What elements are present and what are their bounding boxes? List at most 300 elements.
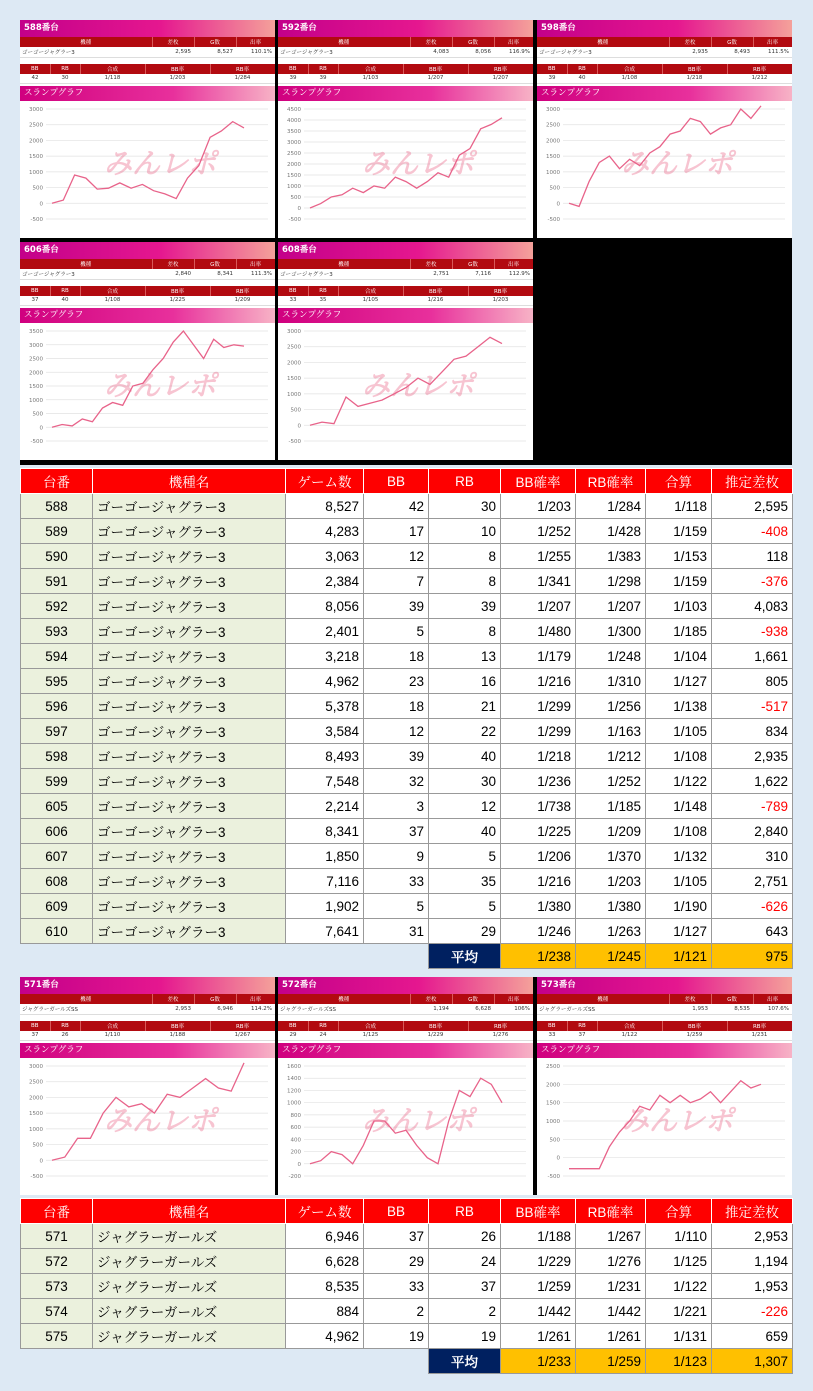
y-tick-label: 2000 [546, 1082, 560, 1089]
panel-summary-table [20, 37, 275, 58]
panel-header-cell: RB率 [468, 1021, 533, 1031]
panel-header-cell: 出率 [753, 994, 792, 1004]
panel-header-cell: BB [537, 1021, 567, 1031]
panel-header-cell: RB [308, 1021, 338, 1031]
table-cell: 33 [364, 869, 429, 894]
table-row [21, 1299, 793, 1324]
panel-header-row [278, 1021, 533, 1031]
average-spacer [21, 944, 93, 969]
table-row [21, 544, 793, 569]
panel-header-cell: 機種 [20, 994, 152, 1004]
y-tick-label: 1000 [29, 397, 43, 404]
panel-header-cell: 機種 [278, 994, 410, 1004]
panel-header-row [20, 37, 275, 47]
table-cell: 310 [712, 844, 793, 869]
table-cell: 1/261 [576, 1324, 646, 1349]
panel-value-cell: 1/209 [210, 296, 275, 306]
table-cell: 1/153 [646, 544, 712, 569]
panel-header-cell: 合成 [80, 64, 145, 74]
panel-header-cell: BB [537, 64, 567, 74]
table-cell: 2,214 [286, 794, 364, 819]
table-cell: 1/131 [646, 1324, 712, 1349]
machine-name: ゴーゴージャグラー3 [93, 694, 286, 719]
machine-name: ジャグラーガールズ [93, 1249, 286, 1274]
panel-header-cell: G数 [452, 994, 494, 1004]
table-cell: 1/380 [501, 894, 576, 919]
panel-header-cell: 出率 [494, 37, 533, 47]
graph-title: スランプグラフ [20, 308, 275, 323]
panel-header-cell: RB率 [727, 64, 792, 74]
machine-name: ジャグラーガールズ [93, 1224, 286, 1249]
panel-header-cell: 出率 [236, 259, 275, 269]
machine-panel [278, 977, 533, 1195]
data-table-2 [20, 1198, 793, 1374]
machine-number: 590 [21, 544, 93, 569]
y-tick-label: 1000 [546, 169, 560, 176]
y-tick-label: 800 [290, 1112, 301, 1119]
panel-title: 573番台 [537, 977, 792, 994]
panel-header-cell: RB [567, 64, 597, 74]
table-cell: 2,953 [712, 1224, 793, 1249]
panel-summary-table [278, 37, 533, 58]
panel-value-cell: 1/216 [403, 296, 468, 306]
table-cell: 3,584 [286, 719, 364, 744]
y-tick-label: -500 [288, 217, 301, 223]
table-cell: 12 [429, 794, 501, 819]
panel-title: 608番台 [278, 242, 533, 259]
panel-value-cell: 33 [537, 1031, 567, 1041]
table-row [21, 844, 793, 869]
table-cell: 31 [364, 919, 429, 944]
table-cell: 5 [429, 894, 501, 919]
machine-number: 597 [21, 719, 93, 744]
panel-header-cell: 機種 [537, 37, 669, 47]
panel-bonus-table [278, 286, 533, 307]
machine-name: ジャグラーガールズ [93, 1299, 286, 1324]
panel-value-cell: 2,751 [410, 269, 452, 279]
y-tick-label: 500 [32, 1142, 43, 1149]
y-tick-label: 3000 [29, 1064, 43, 1070]
table-header-cell: RB [429, 469, 501, 494]
average-value: 975 [712, 944, 793, 969]
machine-name: ゴーゴージャグラー3 [93, 769, 286, 794]
table-cell: 19 [364, 1324, 429, 1349]
machine-number: 573 [21, 1274, 93, 1299]
y-tick-label: 2500 [29, 1079, 43, 1086]
table-row [21, 744, 793, 769]
panel-value-cell: ジャグラーガールズSS [537, 1004, 669, 1014]
y-tick-label: 200 [290, 1149, 301, 1156]
y-tick-label: -500 [30, 1174, 43, 1180]
table-header-cell: ゲーム数 [286, 1199, 364, 1224]
machine-number: 598 [21, 744, 93, 769]
slump-graph [278, 323, 533, 448]
y-tick-label: 3000 [29, 342, 43, 349]
table-cell: 1,953 [712, 1274, 793, 1299]
panel-grid-2 [20, 977, 792, 1195]
average-label: 平均 [429, 944, 501, 969]
watermark-logo: みんレポ [103, 1104, 217, 1137]
graph-title: スランプグラフ [20, 86, 275, 101]
panel-header-cell: 出率 [236, 37, 275, 47]
table-cell: 1/246 [501, 919, 576, 944]
machine-name: ゴーゴージャグラー3 [93, 544, 286, 569]
machine-name: ゴーゴージャグラー3 [93, 819, 286, 844]
machine-number: 610 [21, 919, 93, 944]
table-cell: 8,535 [286, 1274, 364, 1299]
panel-value-cell: 1/207 [468, 74, 533, 84]
panel-bonus-table [20, 286, 275, 307]
table-cell: 4,283 [286, 519, 364, 544]
table-row [21, 769, 793, 794]
table-cell: 1/259 [501, 1274, 576, 1299]
panel-value-cell: 8,056 [452, 47, 494, 57]
machine-panel [20, 242, 275, 460]
y-tick-label: 3000 [29, 107, 43, 113]
average-value: 1/245 [576, 944, 646, 969]
machine-panel [20, 977, 275, 1195]
machine-name: ゴーゴージャグラー3 [93, 869, 286, 894]
table-cell: 1/216 [501, 669, 576, 694]
table-cell: 1/218 [501, 744, 576, 769]
panel-header-cell: 差枚 [410, 994, 452, 1004]
table-cell: 1/248 [576, 644, 646, 669]
panel-value-cell: 2,840 [152, 269, 194, 279]
table-cell: 1/108 [646, 744, 712, 769]
y-tick-label: 500 [290, 195, 301, 201]
table-cell: 23 [364, 669, 429, 694]
panel-header-cell: 機種 [20, 259, 152, 269]
panel-value-cell: 37 [20, 296, 50, 306]
panel-value-row [278, 1004, 533, 1014]
panel-value-cell: ゴーゴージャグラー3 [278, 269, 410, 279]
table-cell: 1/738 [501, 794, 576, 819]
table-cell: -626 [712, 894, 793, 919]
table-cell: 10 [429, 519, 501, 544]
panel-summary-table [20, 994, 275, 1015]
panel-value-cell: 29 [278, 1031, 308, 1041]
average-label: 平均 [429, 1349, 501, 1374]
table-cell: -226 [712, 1299, 793, 1324]
table-cell: 2,401 [286, 619, 364, 644]
panel-header-cell: BB [20, 1021, 50, 1031]
machine-number: 607 [21, 844, 93, 869]
y-tick-label: 1500 [29, 154, 43, 161]
table-row [21, 569, 793, 594]
table-cell: 2,595 [712, 494, 793, 519]
table-cell: 1,194 [712, 1249, 793, 1274]
table-header-cell: 機種名 [93, 1199, 286, 1224]
table-cell: 3,218 [286, 644, 364, 669]
table-cell: 21 [429, 694, 501, 719]
table-row [21, 819, 793, 844]
panel-title: 572番台 [278, 977, 533, 994]
table-header-cell: 台番 [21, 469, 93, 494]
y-tick-label: 2500 [287, 344, 301, 351]
slump-graph [20, 323, 275, 448]
panel-value-cell: 114.2% [236, 1004, 275, 1014]
y-tick-label: 2500 [546, 1064, 560, 1070]
table-header-cell: 推定差枚 [712, 469, 793, 494]
average-value: 1/121 [646, 944, 712, 969]
y-tick-label: 1500 [29, 1111, 43, 1118]
y-tick-label: 1500 [546, 1100, 560, 1107]
panel-value-cell: 2,595 [152, 47, 194, 57]
panel-header-cell: 機種 [278, 259, 410, 269]
table-cell: 1/185 [646, 619, 712, 644]
table-cell: 8 [429, 544, 501, 569]
panel-value-row [20, 1031, 275, 1041]
panel-header-cell: G数 [452, 37, 494, 47]
y-tick-label: 0 [297, 206, 301, 212]
machine-number: 593 [21, 619, 93, 644]
y-tick-label: 3500 [29, 329, 43, 335]
y-tick-label: 500 [32, 185, 43, 192]
table-cell: 33 [364, 1274, 429, 1299]
panel-header-row [537, 994, 792, 1004]
table-row [21, 1324, 793, 1349]
y-tick-label: 0 [556, 1155, 560, 1162]
panel-value-cell: 112.9% [494, 269, 533, 279]
table-cell: 42 [364, 494, 429, 519]
y-tick-label: -500 [288, 439, 301, 445]
table-cell: 5 [364, 894, 429, 919]
average-spacer [286, 1349, 364, 1374]
y-tick-label: -500 [30, 439, 43, 445]
y-tick-label: 3000 [287, 140, 301, 146]
panel-header-row [20, 259, 275, 269]
panel-value-row [20, 47, 275, 57]
table-cell: 2,384 [286, 569, 364, 594]
panel-value-row [278, 47, 533, 57]
panel-value-cell: 42 [20, 74, 50, 84]
y-tick-label: 1000 [287, 391, 301, 398]
panel-value-cell: 35 [308, 296, 338, 306]
machine-name: ゴーゴージャグラー3 [93, 794, 286, 819]
panel-value-cell: 2,935 [669, 47, 711, 57]
panel-header-cell: 合成 [80, 1021, 145, 1031]
machine-panel [278, 20, 533, 238]
y-tick-label: 2000 [546, 138, 560, 145]
table-cell: 1/225 [501, 819, 576, 844]
table-cell: 12 [364, 719, 429, 744]
panel-value-cell: 1/125 [338, 1031, 403, 1041]
panel-title: 592番台 [278, 20, 533, 37]
table-cell: 8,056 [286, 594, 364, 619]
panel-header-cell: 差枚 [152, 37, 194, 47]
y-tick-label: 0 [39, 425, 43, 432]
table-header-cell: 台番 [21, 1199, 93, 1224]
table-cell: 1/310 [576, 669, 646, 694]
panel-value-cell: 1/110 [80, 1031, 145, 1041]
panel-header-row [537, 37, 792, 47]
table-cell: 1/163 [576, 719, 646, 744]
panel-header-cell: RB率 [468, 64, 533, 74]
panel-value-row [278, 1031, 533, 1041]
table-cell: 1/341 [501, 569, 576, 594]
table-cell: 1/267 [576, 1224, 646, 1249]
panel-value-cell: 1/103 [338, 74, 403, 84]
table-cell: 2 [429, 1299, 501, 1324]
graph-title: スランプグラフ [537, 1043, 792, 1058]
panel-header-cell: 差枚 [152, 994, 194, 1004]
panel-value-cell: 24 [308, 1031, 338, 1041]
table-cell: 1/103 [646, 594, 712, 619]
table-row [21, 719, 793, 744]
table-cell: 1/299 [501, 694, 576, 719]
y-tick-label: 0 [297, 423, 301, 430]
panel-header-cell: 機種 [537, 994, 669, 1004]
panel-value-row [20, 1004, 275, 1014]
y-tick-label: -500 [547, 1174, 560, 1180]
panel-header-cell: G数 [194, 994, 236, 1004]
table-cell: 4,083 [712, 594, 793, 619]
panel-bonus-table [278, 64, 533, 85]
table-cell: -938 [712, 619, 793, 644]
graph-title: スランプグラフ [278, 308, 533, 323]
panel-value-row [20, 269, 275, 279]
panel-value-cell: ゴーゴージャグラー3 [537, 47, 669, 57]
panel-header-cell: BB率 [145, 286, 210, 296]
report-root [20, 20, 792, 1374]
y-tick-label: 2000 [29, 1095, 43, 1102]
y-tick-label: 1000 [287, 1100, 301, 1107]
machine-number: 609 [21, 894, 93, 919]
machine-number: 605 [21, 794, 93, 819]
table-cell: 1/221 [646, 1299, 712, 1324]
table-cell: 1/190 [646, 894, 712, 919]
table-cell: 1/216 [501, 869, 576, 894]
average-value: 1/238 [501, 944, 576, 969]
panel-header-cell: BB率 [662, 64, 727, 74]
panel-header-cell: G数 [452, 259, 494, 269]
table-cell: 1/255 [501, 544, 576, 569]
table-cell: 1/104 [646, 644, 712, 669]
panel-bonus-table [278, 1021, 533, 1042]
panel-value-row [20, 74, 275, 84]
machine-name: ゴーゴージャグラー3 [93, 494, 286, 519]
table-cell: 1/229 [501, 1249, 576, 1274]
watermark-logo: みんレポ [620, 1104, 734, 1137]
panel-header-cell: 機種 [278, 37, 410, 47]
table-cell: 1/480 [501, 619, 576, 644]
panel-header-cell: RB [50, 286, 80, 296]
table-cell: 1/299 [501, 719, 576, 744]
table-cell: 16 [429, 669, 501, 694]
machine-number: 575 [21, 1324, 93, 1349]
average-row [21, 1349, 793, 1374]
panel-value-cell: 1/108 [597, 74, 662, 84]
table-header-cell: RB確率 [576, 1199, 646, 1224]
watermark-logo: みんレポ [620, 147, 734, 180]
machine-name: ゴーゴージャグラー3 [93, 919, 286, 944]
machine-number: 606 [21, 819, 93, 844]
machine-number: 596 [21, 694, 93, 719]
panel-header-cell: BB [278, 64, 308, 74]
panel-header-cell: 出率 [494, 994, 533, 1004]
slump-graph [537, 101, 792, 226]
average-spacer [93, 1349, 286, 1374]
machine-number: 608 [21, 869, 93, 894]
panel-header-cell: 差枚 [410, 259, 452, 269]
panel-value-cell: 111.5% [753, 47, 792, 57]
table-cell: 39 [429, 594, 501, 619]
table-cell: 805 [712, 669, 793, 694]
table-cell: 29 [364, 1249, 429, 1274]
table-cell: 32 [364, 769, 429, 794]
panel-header-cell: RB率 [210, 1021, 275, 1031]
machine-name: ゴーゴージャグラー3 [93, 569, 286, 594]
panel-value-row [278, 296, 533, 306]
y-tick-label: 3000 [546, 107, 560, 113]
table-cell: 1/261 [501, 1324, 576, 1349]
table-row [21, 1224, 793, 1249]
panel-header-row [278, 64, 533, 74]
table-cell: 8,341 [286, 819, 364, 844]
panel-value-cell: 1/118 [80, 74, 145, 84]
panel-header-row [278, 37, 533, 47]
y-tick-label: 600 [290, 1125, 301, 1132]
table-cell: 2,751 [712, 869, 793, 894]
panel-title: 598番台 [537, 20, 792, 37]
y-tick-label: 0 [39, 1158, 43, 1165]
panel-value-cell: ゴーゴージャグラー3 [20, 47, 152, 57]
panel-value-cell: 106% [494, 1004, 533, 1014]
table-cell: 1,622 [712, 769, 793, 794]
panel-header-cell: BB率 [145, 1021, 210, 1031]
panel-value-cell: 8,535 [711, 1004, 753, 1014]
table-cell: 884 [286, 1299, 364, 1324]
machine-panel [20, 20, 275, 238]
table-cell: -376 [712, 569, 793, 594]
table-cell: 37 [364, 1224, 429, 1249]
table-header-cell: BB確率 [501, 469, 576, 494]
machine-name: ゴーゴージャグラー3 [93, 594, 286, 619]
panel-value-cell: 1/284 [210, 74, 275, 84]
y-tick-label: 1000 [287, 184, 301, 190]
average-spacer [364, 944, 429, 969]
panel-value-cell: 6,946 [194, 1004, 236, 1014]
panel-header-row [537, 1021, 792, 1031]
table-cell: 19 [429, 1324, 501, 1349]
panel-value-cell: 1/231 [727, 1031, 792, 1041]
table-cell: 1/212 [576, 744, 646, 769]
panel-value-row [537, 47, 792, 57]
panel-header-cell: BB率 [145, 64, 210, 74]
table-cell: 7,116 [286, 869, 364, 894]
y-tick-label: 4500 [287, 107, 301, 113]
panel-value-cell: 1/108 [80, 296, 145, 306]
panel-header-cell: BB率 [403, 64, 468, 74]
panel-header-row [278, 259, 533, 269]
table-cell: 1/284 [576, 494, 646, 519]
slump-graph [537, 1058, 792, 1183]
table-cell: 18 [364, 694, 429, 719]
panel-value-cell: 1/229 [403, 1031, 468, 1041]
panel-header-cell: 合成 [597, 64, 662, 74]
average-spacer [364, 1349, 429, 1374]
table-cell: 1/105 [646, 869, 712, 894]
table-cell: 1/108 [646, 819, 712, 844]
panel-value-cell: 1/203 [145, 74, 210, 84]
panel-header-cell: 差枚 [669, 37, 711, 47]
panel-value-cell: 1/203 [468, 296, 533, 306]
panel-grid-1 [20, 20, 792, 465]
graph-title: スランプグラフ [278, 1043, 533, 1058]
y-tick-label: 2500 [29, 122, 43, 129]
table-header-cell: 推定差枚 [712, 1199, 793, 1224]
panel-header-cell: 差枚 [152, 259, 194, 269]
